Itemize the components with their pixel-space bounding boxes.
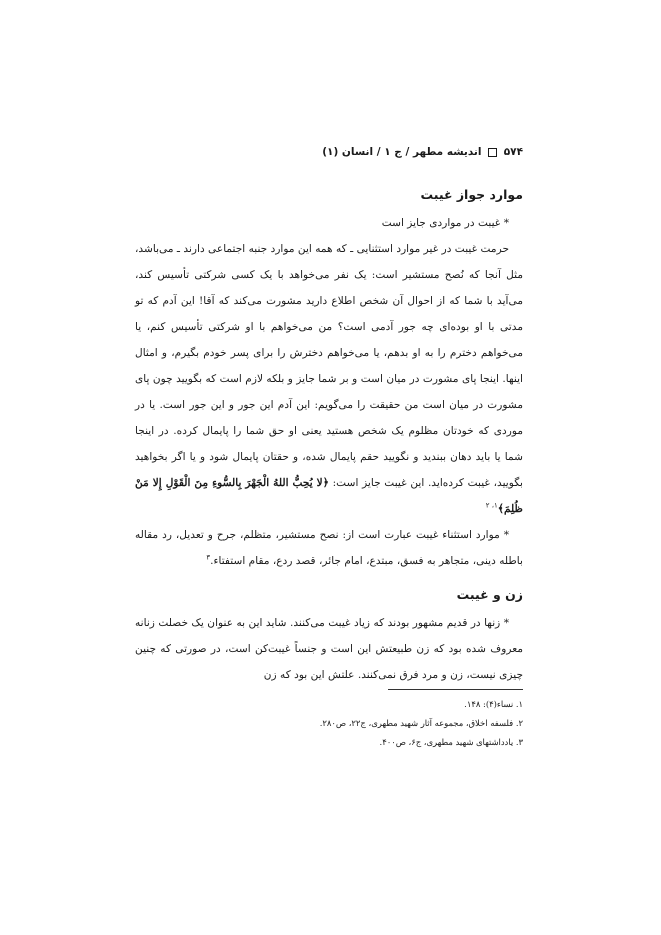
paragraph-text: * موارد استثناء غیبت عبارت است از: نصح مستشیر، متظلم، جرح و تعدیل، رد مقاله باطله دینی، متجاهر به فسق، مبتدع، امام جائر، قصد ردع، مقام استفتاء. bbox=[135, 529, 523, 567]
footnote-ref: ۳ bbox=[206, 553, 211, 562]
page-number: ۵۷۴ bbox=[503, 146, 523, 158]
footnotes bbox=[135, 695, 523, 752]
paragraph bbox=[135, 522, 523, 574]
footnote-divider bbox=[388, 689, 523, 690]
paragraph: * زنها در قدیم مشهور بودند که زیاد غیبت می‌کنند. شاید این به عنوان یک خصلت زنانه معروف شده بود که زن طبیعتش این است و جنساً غیبت‌کن است، در صورتی که چنین چیزی نیست، زن و مرد فرق نمی‌کنند. علتش این بود که زن bbox=[135, 617, 523, 681]
running-head bbox=[133, 146, 523, 158]
section-heading: زن و غیبت bbox=[456, 587, 523, 602]
paragraph-text: حرمت غیبت در غیر موارد استثنایی ـ که همه این موارد جنبه اجتماعی دارند ـ می‌باشد، مثل آنجا که نُصح مستشیر است: یک نفر می‌خواهد با یک کسی شرکتی تأسیس کند، می‌آید با شما که از احوال آن شخص اطلاع دارید مشورت می‌کند که آقا! این آدم که تو مدتی با او بوده‌ای چه جور آدمی است؟ من می‌خواهم با او شرکتی تأسیس کنم، یا می‌خواهم دخترم را به او بدهم، یا می‌خواهم دخترش را برای پسر خودم بگیرم، و امثال اینها. اینجا پای مشورت در میان است و بر شما جایز و بلکه لازم است که بگویید چون پای مشورت در میان است من حقیقت را می‌گویم: این آدم این جور و این جور است. یا در موردی که خودتان مظلوم یک شخص هستید یعنی او حق شما را پایمال کرده. در اینجا شما یا باید دهان ببندید و نگویید حقم پایمال شده، و حقتان پایمال شود و یا اگر بخواهید بگویید، غیبت کرده‌اید. این غیبت جایز است: bbox=[135, 243, 523, 489]
footnote-ref: ۱، ۲ bbox=[485, 501, 498, 510]
paragraph: * غیبت در مواردی جایز است bbox=[381, 217, 509, 229]
main-text bbox=[135, 180, 523, 688]
running-head-title: اندیشه مطهر / ج ۱ / انسان (۱) bbox=[322, 146, 482, 158]
section-heading: موارد جواز غیبت bbox=[420, 187, 523, 202]
square-bullet-icon bbox=[488, 148, 497, 157]
paragraph bbox=[135, 236, 523, 522]
quran-verse: ﴿لا يُحِبُّ اللهُ الْجَهْرَ بِالسُّوءِ مِنَ الْقَوْلِ إِلا مَنْ ظُلِمَ﴾ bbox=[135, 477, 523, 515]
footnote: ۳. یادداشتهای شهید مطهری، ج۶، ص۴۰۰. bbox=[379, 737, 523, 747]
footnote: ۱. نساء(۴): ۱۴۸. bbox=[464, 699, 523, 709]
footnote: ۲. فلسفه اخلاق، مجموعه آثار شهید مطهری، ج۲۲، ص۲۸۰. bbox=[319, 718, 523, 728]
